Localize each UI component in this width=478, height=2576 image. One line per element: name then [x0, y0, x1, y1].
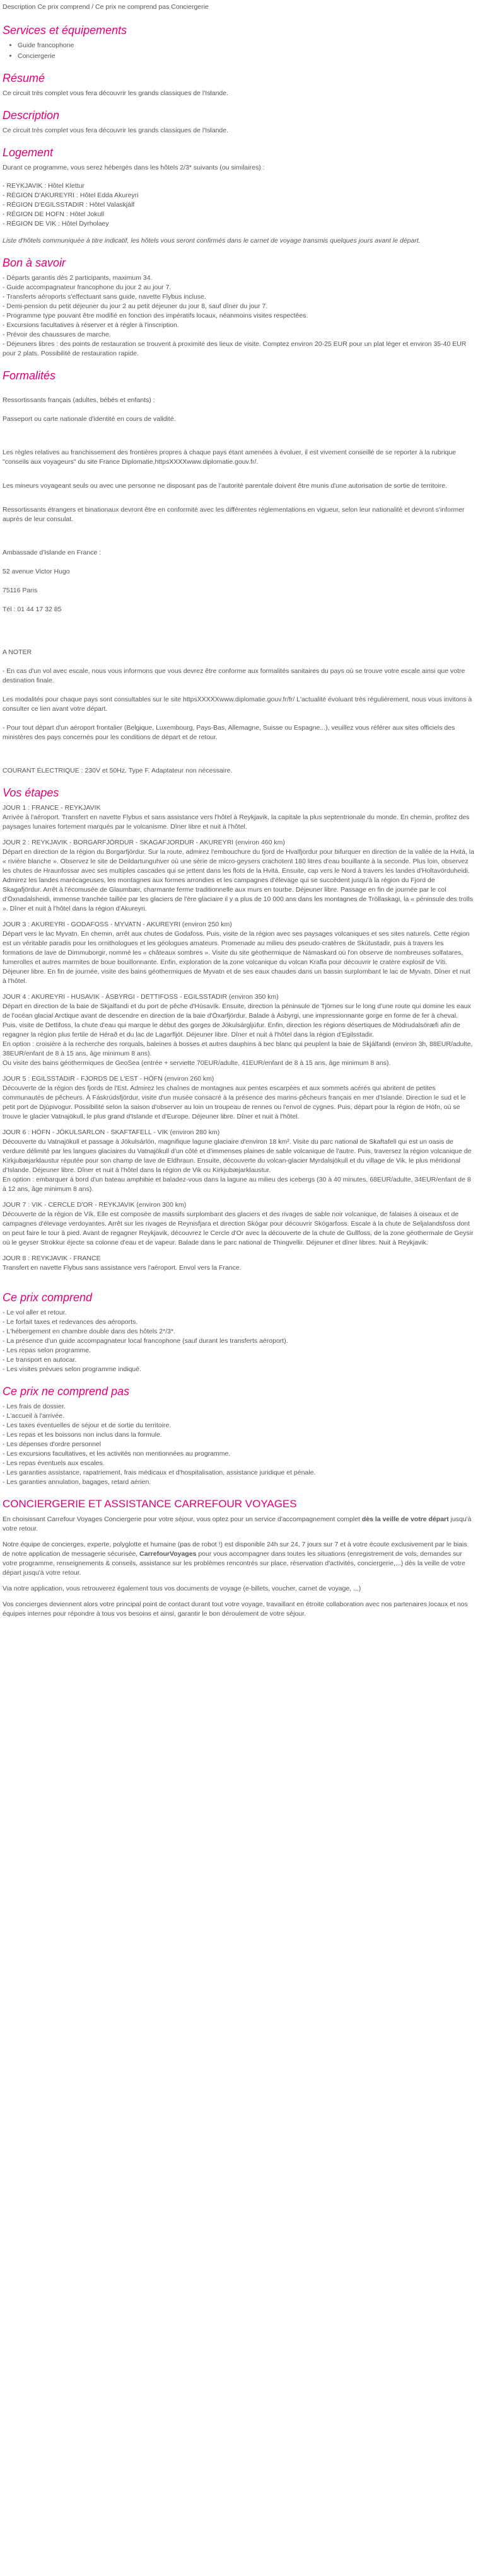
day-body: Découverte du Vatnajökull et passage à Jökulsárlón, magnifique lagune glaciaire d'environ 18 km². Visite du parc national de Skaftafell qui est un oasis de verdure délimité par les langues glaciaires du Vatnajökull d'un côté et d'immenses plaines de sable volcanique de l'autre. Puis, traversez la région volcanique de Kirkjubæjarklaustur réputée pour son champ de lave de Eldhraun. Ensuite, découverte du volcan-glacier Myrdalsjökull et du village de Vik, le plus méridional d'Islande. Déjeuner libre. Dîner et nuit à l'hôtel dans la région de Vik ou Kirkjubæjarklaustur. En option : embarquer à bord d'un bateau amphibie et baladez-vous dans la lagune au milieu des icebergs (30 à 40 minutes, 68EUR/adulte, 34EUR/enfant de 8 à 12 ans, âge minimum 8 ans).	[3, 1138, 472, 1193]
day-title: JOUR 2 : REYKJAVIK - BORGARFJÖRDUR - SKAGAFJORDUR - AKUREYRI (environ 460 km)	[3, 839, 285, 846]
services-title: Services et équipements	[3, 24, 127, 37]
prix-comprend-list	[3, 1308, 475, 1374]
description-title: Description	[3, 109, 60, 122]
vos-etapes-section	[3, 786, 475, 1273]
conciergerie-text: pour vous accompagner dans toutes les situations (enregistrement de vols, demandes sur votre programme, renseignements & conseils, assistance sur les problèmes rencontrés sur place, réservation d'activités, conciergerie,...) dès la veille de votre départ jusqu'à votre retour.	[3, 1550, 465, 1577]
prix-ne-comprend-list	[3, 1402, 475, 1487]
embassy-line: 75116 Paris	[3, 587, 38, 594]
list-item: - La présence d'un guide accompagnateur local francophone (sauf durant les transferts aéroport).	[3, 1337, 288, 1345]
day-body: Arrivée à l'aéroport. Transfert en navette Flybus et sans assistance vers l'hôtel à Reykjavik, la capitale la plus septentrionale du monde. En chemin, profitez des paysages lunaires fortement marqués par le volcanisme. Dîner libre et nuit à l'hôtel.	[3, 814, 470, 831]
list-item: - Les garanties assistance, rapatriement, frais médicaux et d'hospitalisation, assistance juridique et pénale.	[3, 1469, 316, 1476]
day-body: Transfert en navette Flybus sans assistance vers l'aéroport. Envol vers la France.	[3, 1264, 242, 1272]
formalites-title: Formalités	[3, 369, 56, 382]
prix-ne-comprend-title: Ce prix ne comprend pas	[3, 1385, 130, 1398]
formalites-p3: Les mineurs voyageant seuls ou avec une personne ne disposant pas de l'autorité parentale doivent être munis d'une autorisation de sortie de territoire.	[3, 482, 448, 490]
note-line: A NOTER	[3, 648, 32, 656]
formalites-section	[3, 369, 475, 776]
list-item: - Les repas et les boissons non inclus dans la formule.	[3, 1431, 162, 1439]
breadcrumb: Description Ce prix comprend / Ce prix ne comprend pas Conciergerie	[3, 3, 209, 11]
conciergerie-p3: Via notre application, vous retrouverez également tous vos documents de voyage (e-billets, voucher, carnet de voyage, ...)	[3, 1585, 361, 1592]
conciergerie-text: Notre équipe de concierges, experte, polyglotte et humaine (pas de robot !) est disponible 24h sur 24, 7 jours sur 7 et à votre écoute exclusivement par le biais de notre application de messagerie sécurisée,	[3, 1541, 467, 1558]
note-line: - Pour tout départ d'un aéroport frontalier (Belgique, Luxembourg, Pays-Bas, Allemagne, Suisse ou Espagne...), veuillez vous référer aux sites officiels des ministères des pays concernés pour les conditions de départ et de retour.	[3, 724, 455, 741]
resume-title: Résumé	[3, 72, 45, 84]
bon-a-savoir-section	[3, 256, 475, 359]
conciergerie-p2	[3, 1540, 475, 1578]
list-item: - Les frais de dossier.	[3, 1403, 66, 1410]
day-item	[3, 1128, 475, 1194]
list-item: - Excursions facultatives à réserver et à régler à l'inscription.	[3, 321, 179, 329]
day-item	[3, 1200, 475, 1248]
conciergerie-text: En choisissant Carrefour Voyages Conciergerie pour votre séjour, vous optez pour un service d'accompagnement complet	[3, 1515, 362, 1523]
formalites-p4: Ressortissants étrangers et binationaux devront être en conformité avec les différentes réglementations en vigueur, selon leur nationalité et devront s'informer auprès de leur consulat.	[3, 506, 465, 523]
list-item: - L'accueil à l'arrivée.	[3, 1412, 64, 1420]
list-item: - Programme type pouvant être modifié en fonction des impératifs locaux, néanmoins visites respectées.	[3, 312, 308, 319]
list-item: - L'hébergement en chambre double dans des hôtels 2*/3*.	[3, 1328, 176, 1335]
conciergerie-p1	[3, 1515, 475, 1534]
description-section	[3, 108, 475, 135]
logement-note: Liste d'hôtels communiquée à titre indicatif, les hôtels vous seront confirmés dans le carnet de voyage transmis quelques jours avant le départ.	[3, 237, 421, 244]
list-item: - Les garanties annulation, bagages, retard aérien.	[3, 1478, 151, 1486]
day-body: Découverte de la région de Vík. Elle est composée de massifs surplombant des glaciers et des rivages de sable noir volcanique, de falaises à oiseaux et de campagnes d'élevage verdoyantes. Arrêt sur les rivages de Reynisfjara et direction Skógar pour découvrir Skógarfoss. Escale à la chute de Seljalandsfoss dont on peut faire le tour à pied. Avant de regagner Reykjavik, découvrez le Cercle d'Or avec la découverte de la chute de Gullfoss, de la zone géothermale de Geysir où le geyser Strokkur éjecte sa colonne d'eau et de vapeur. Balade dans le parc national de Thingvellir. Déjeuner et dîner libres. Nuit à Reykjavik.	[3, 1210, 474, 1246]
prix-comprend-section	[3, 1291, 475, 1374]
services-section	[3, 23, 475, 61]
formalites-line: Passeport ou carte nationale d'identité en cours de validité.	[3, 415, 176, 423]
day-item	[3, 1254, 475, 1273]
list-item: • Guide francophone	[18, 41, 475, 50]
list-item: - RÉGION D'EGILSSTADIR : Hôtel Valaskjálf	[3, 201, 135, 209]
list-item: - Déjeuners libres : des points de restauration se trouvent à proximité des lieux de visite. Comptez environ 20-25 EUR pour un plat léger et environ 35-40 EUR pour 2 plats. Possibilité de restauration rapide.	[3, 340, 467, 357]
note-line: - En cas d'un vol avec escale, nous vous informons que vous devrez être conforme aux formalités sanitaires du pays où se trouve votre escale ainsi que votre destination finale.	[3, 667, 465, 684]
list-item: - REYKJAVIK : Hôtel Klettur	[3, 182, 85, 190]
description-text: Ce circuit très complet vous fera découvrir les grands classiques de l'Islande.	[3, 127, 228, 134]
day-title: JOUR 4 : AKUREYRI - HUSAVIK - ÁSBYRGI - DETTIFOSS - EGILSSTADIR (environ 350 km)	[3, 993, 279, 1001]
list-item: - Les taxes éventuelles de séjour et de sortie du territoire.	[3, 1422, 172, 1429]
formalites-p1	[3, 386, 475, 434]
day-title: JOUR 5 : EGILSSTADIR - FJORDS DE L'EST - HÖFN (environ 260 km)	[3, 1075, 214, 1083]
list-item: - RÉGION D'AKUREYRI : Hôtel Edda Akureyri	[3, 192, 139, 199]
services-list	[3, 41, 475, 61]
day-body: Découverte de la région des fjords de l'Est. Admirez les chaînes de montagnes aux pentes escarpées et aux sommets acérés qui abritent de petites communautés de pêcheurs. À Fáskrúdsfjördur, visite d'un musée consacré à la présence des marins-pêcheurs français en mer d'Islande. Direction le sud et le petit port de Djúpivogur. Possibilité selon la saison d'observer au loin un troupeau de rennes ou l'envol de cygnes. Puis, départ pour la région de Höfn, où se trouve le glacier Vatnajökull, le plus grand d'Islande et d'Europe. Déjeuner libre. Dîner et nuit à l'hôtel.	[3, 1084, 466, 1120]
list-item: - Le forfait taxes et redevances des aéroports.	[3, 1318, 138, 1326]
courant-electrique: COURANT ÉLECTRIQUE : 230V et 50Hz. Type F. Adaptateur non nécessaire.	[3, 767, 233, 774]
prix-comprend-title: Ce prix comprend	[3, 1291, 93, 1304]
list-item: - Les dépenses d'ordre personnel	[3, 1440, 102, 1448]
day-title: JOUR 7 : VIK - CERCLE D'OR - REYKJAVIK (environ 300 km)	[3, 1201, 187, 1209]
day-body: Départ en direction de la baie de Skjalfandi et du port de pêche d'Húsavík. Ensuite, direction la péninsule de Tjörnes sur le long d'une route qui domine les eaux de l'océan glacial Arctique avant de descendre en direction de la baie d'Öxarfjördur. Balade à Ásbyrgi, une impressionnante gorge en forme de fer à cheval. Puis, visite de Dettifoss, la chute d'eau qui marque le début des gorges de Jökulsárgljúfur. Enfin, direction les régions désertiques de Mödrudalsöræfi afin de regagner la région plus fertile de Hérað et du lac de Lagarfljót. Déjeuner libre. Dîner et nuit à l'hôtel dans la région d'Egilsstadir. En option : croisière à la recherche des rorquals, baleines à bosses et autres dauphins à bec blanc qui peuplent la baie de Skjálfandi (environ 3h, 88EUR/adulte, 38EUR/enfant de 8 à 15 ans, âge minimum 8 ans). Ou visite des bains géothermiques de GeoSea (entrée + serviette 70EUR/adulte, 41EUR/enfant de 8 à 15 ans, âge minimum 8 ans).	[3, 1003, 473, 1067]
day-item	[3, 803, 475, 832]
day-title: JOUR 1 : FRANCE - REYKJAVIK	[3, 804, 101, 812]
day-title: JOUR 8 : REYKJAVIK - FRANCE	[3, 1255, 101, 1262]
embassy-address	[3, 539, 475, 624]
resume-text: Ce circuit très complet vous fera découvrir les grands classiques de l'Islande.	[3, 89, 228, 97]
resume-section	[3, 71, 475, 98]
list-item: - Les repas selon programme.	[3, 1347, 91, 1354]
day-title: JOUR 3 : AKUREYRI - GODAFOSS - MYVATN - AKUREYRI (environ 250 km)	[3, 921, 232, 928]
list-item: - Départs garantis dès 2 participants, maximum 34.	[3, 274, 153, 282]
conciergerie-title: CONCIERGERIE ET ASSISTANCE CARREFOUR VOYAGES	[3, 1498, 297, 1510]
day-body: Départ en direction de la région du Borgarfjördur. Sur la route, admirez l'embouchure du fjord de Hvalfjordur pour bifurquer en direction de la vallée de la Hvitá, la « rivière blanche ». Observez le site de Deildartunguhver où une série de micro-geysers crachotent 180 litres d'eau bouillante à la seconde. Plus loin, observez les chutes de Hraunfossar avec ses multiples cascades qui se jettent dans les flots de la Hvitá. Ensuite, cap vers le Nord à travers les landes d'Holtavörduheidi. Admirez les landes marécageuses, les montagnes aux formes arrondies et les campagnes d'élevage qui se succèdent jusqu'à la région du Fjord de Skagafjördur. Arrêt à l'écomusée de Glaumbær, charmante ferme traditionnelle aux murs en tourbe. Déjeuner libre. Passage en fin de journée par le col d'Öxnadalsheidi, immense tranchée taillée par les glaciers de l'ère glaciaire il y a plus de 10 000 ans dans les montagnes de Tröllaskagi, la « péninsule des trolls ». Dîner et nuit à l'hôtel dans la région d'Akureyri.	[3, 848, 474, 912]
day-item	[3, 992, 475, 1068]
list-item: • Conciergerie	[18, 52, 475, 61]
formalites-note	[3, 638, 475, 752]
conciergerie-app-name: CarrefourVoyages	[139, 1550, 197, 1558]
bon-a-savoir-title: Bon à savoir	[3, 256, 66, 269]
embassy-line: Tél : 01 44 17 32 85	[3, 606, 62, 613]
embassy-line: 52 avenue Victor Hugo	[3, 568, 70, 575]
embassy-line: Ambassade d'Islande en France :	[3, 549, 102, 556]
conciergerie-section	[3, 1497, 475, 1619]
list-item: - Prévoir des chaussures de marche.	[3, 331, 111, 338]
conciergerie-emphasis: dès la veille de votre départ	[361, 1515, 449, 1523]
list-item: - Guide accompagnateur francophone du jour 2 au jour 7.	[3, 284, 172, 291]
list-item: - Le transport en autocar.	[3, 1356, 77, 1364]
hotel-list	[3, 181, 475, 229]
vos-etapes-title: Vos étapes	[3, 786, 59, 799]
list-item: - RÉGION DE VIK : Hôtel Dyrholaey	[3, 220, 109, 227]
list-item: - Demi-pension du petit déjeuner du jour 2 au petit déjeuner du jour 8, sauf dîner du jour 7.	[3, 302, 268, 310]
note-line: Les modalités pour chaque pays sont consultables sur le site httpsXXXXXwww.diplomatie.gouv.fr/fr/ L'actualité évoluant très régulièrement, nous vous invitons à consulter ce lien avant votre départ.	[3, 696, 472, 713]
day-item	[3, 838, 475, 914]
formalites-p2: Les règles relatives au franchissement des frontières propres à chaque pays étant amenées à évoluer, il est vivement conseillé de se reporter à la rubrique "conseils aux voyageurs" du site France Diplomatie,httpsXXXXwww.diplomatie.gouv.fr/.	[3, 449, 457, 466]
day-title: JOUR 6 : HÖFN - JÖKULSARLON - SKAFTAFELL - VIK (environ 280 km)	[3, 1129, 220, 1136]
logement-intro: Durant ce programme, vous serez hébergés dans les hôtels 2/3* suivants (ou similaires) :	[3, 164, 265, 171]
bon-a-savoir-list	[3, 273, 475, 359]
logement-title: Logement	[3, 146, 54, 159]
list-item: - Les repas éventuels aux escales.	[3, 1459, 105, 1467]
list-item: - RÉGION DE HOFN : Hôtel Jokull	[3, 210, 105, 218]
day-item	[3, 920, 475, 986]
list-item: - Les visites prévues selon programme indiqué.	[3, 1366, 142, 1373]
conciergerie-p4: Vos concierges deviennent alors votre principal point de contact durant tout votre voyage, travaillant en étroite collaboration avec nos partenaires locaux et nos équipes internes pour répondre à tous vos besoins et ainsi, garantir le bon déroulement de votre séjour.	[3, 1601, 468, 1618]
day-body: Départ vers le lac Myvatn. En chemin, arrêt aux chutes de Godafoss. Puis, visite de la région avec ses paysages volcaniques et ses sites naturels. Cette région est un véritable paradis pour les ornithologues et les géologues amateurs. Promenade au milieu des pseudo-cratères de Skútustadir, puis à travers les formations de lave de Dimmuborgir, nommé les « châteaux sombres ». Visite du site géothermique de Námaskard où l'on observe de nombreuses solfatares, fumerolles et autres marmites de boue bouillonnante. Enfin, exploration de la zone volcanique du volcan Krafla pour découvrir le cratère explosif de Víti. Déjeuner libre. En fin de journée, visite des bains géothermiques de Myvatn et de ses eaux chaudes dans un bassin surplombant le lac de Myvatn. Dîner et nuit à l'hôtel.	[3, 930, 470, 985]
list-item: - Le vol aller et retour.	[3, 1309, 67, 1316]
day-item	[3, 1074, 475, 1122]
formalites-line: Ressortissants français (adultes, bébés et enfants) :	[3, 396, 155, 404]
days-list	[3, 803, 475, 1273]
list-item: - Transferts aéroports s'effectuant sans guide, navette Flybus incluse.	[3, 293, 206, 301]
logement-section	[3, 146, 475, 246]
list-item: - Les excursions facultatives, et les activités non mentionnées au programme.	[3, 1450, 231, 1458]
prix-ne-comprend-section	[3, 1384, 475, 1487]
conciergerie-text: jusqu'à votre retour.	[3, 1515, 472, 1532]
